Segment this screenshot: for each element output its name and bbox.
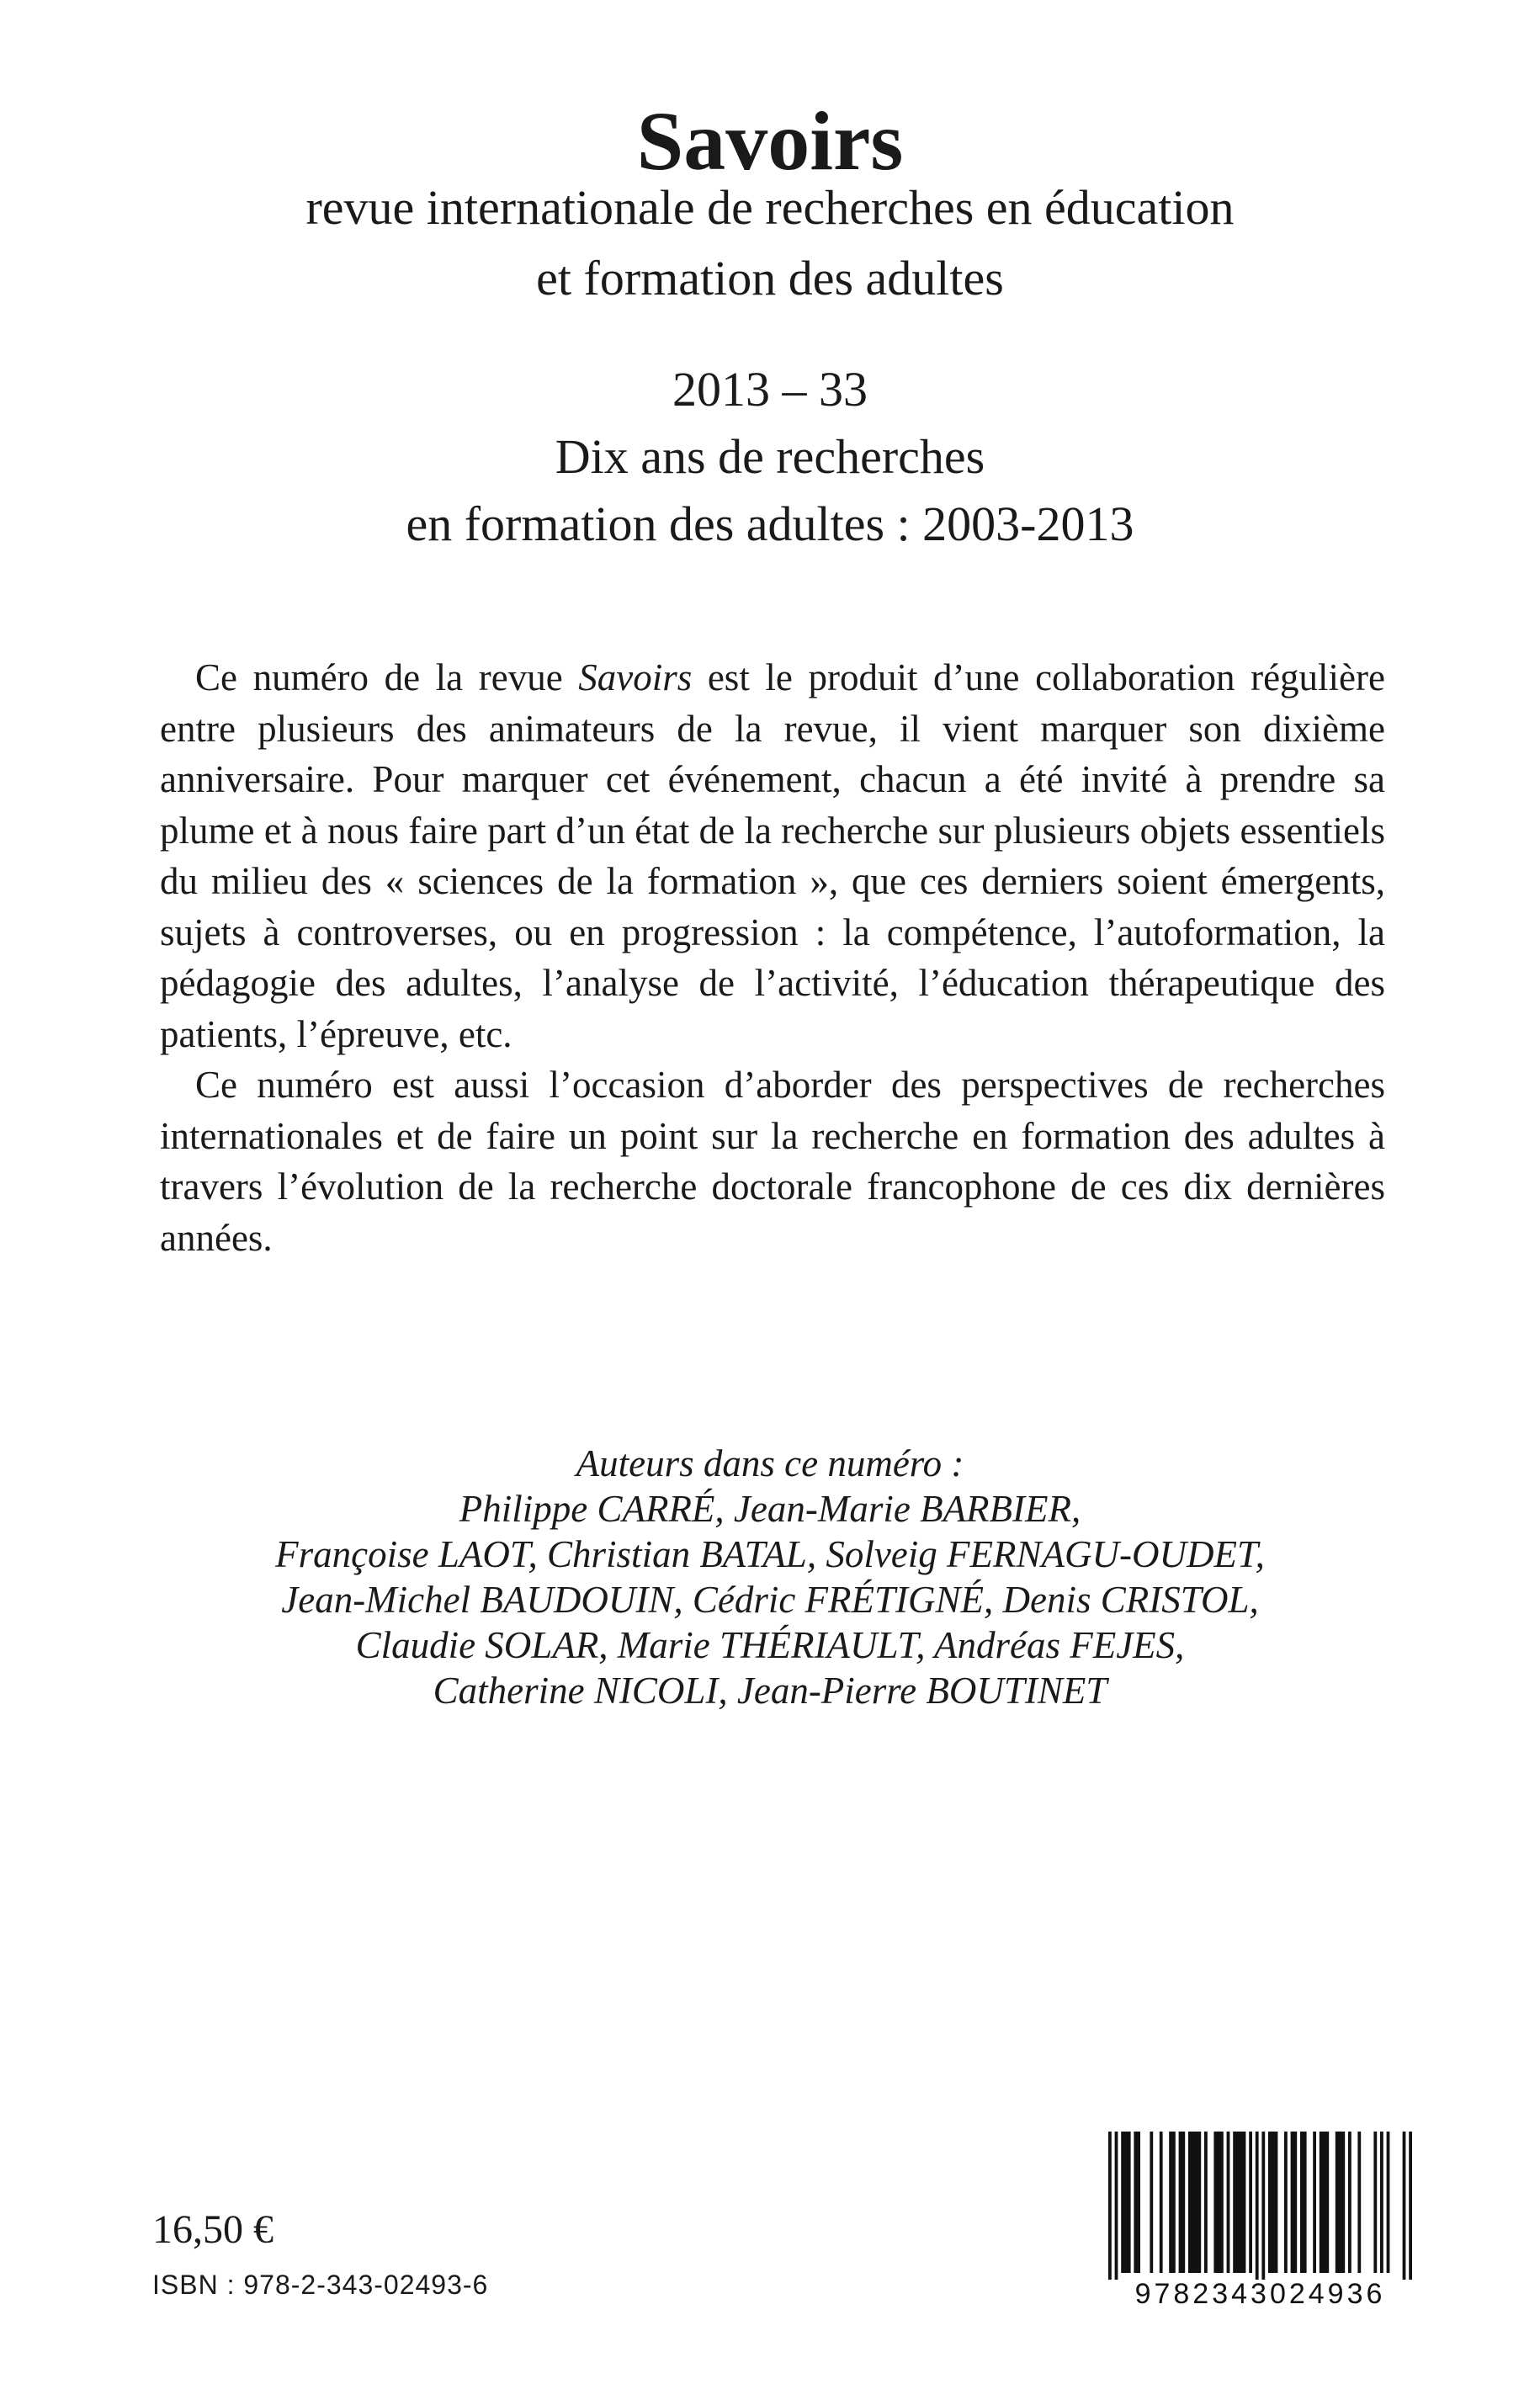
barcode-bar [1179,2132,1186,2273]
barcode-bar [1169,2132,1176,2273]
issue-title [0,423,1540,558]
barcode-bar [1357,2132,1361,2273]
subtitle-line-2: et formation des adultes [536,251,1004,305]
barcode-bar [1115,2132,1118,2280]
price: 16,50 € [152,2207,273,2252]
barcode-bar [1188,2132,1201,2273]
authors-line-5: Catherine NICOLI, Jean-Pierre BOUTINET [433,1670,1107,1712]
authors-line-4: Claudie SOLAR, Marie THÉRIAULT, Andréas FEJES, [355,1624,1185,1666]
barcode-bar [1204,2132,1208,2273]
barcode-bar [1249,2132,1252,2273]
barcode-bar [1268,2132,1277,2273]
barcode-bar [1348,2132,1351,2273]
barcode-bar [1320,2132,1329,2273]
journal-subtitle [0,173,1540,314]
description-p1-rest: est le produit d’une collaboration régulière entre plusieurs des animateurs de la revue, il vient marquer son dixième anniversaire. Pour marquer cet événement, chacun a été invité à prendre sa plume et à nous faire part d’un état de la recherche sur plusieurs objets essentiels du milieu des « sciences de la formation », que ces derniers soient émergents, sujets à controverses, ou en progression : la compétence, l’autoformation, la pédagogie des adultes, l’analyse de l’activité, l’éducation thérapeutique des patients, l’épreuve, etc. [160,656,1385,1055]
barcode-bars [1108,2132,1412,2280]
barcode-bar [1108,2132,1112,2280]
barcode-bar [1300,2132,1307,2273]
authors-block [0,1441,1540,1713]
authors-line-3: Jean-Michel BAUDOUIN, Cédric FRÉTIGNÉ, Denis CRISTOL, [281,1579,1259,1621]
barcode-bar [1313,2132,1316,2273]
description-paragraph-2: Ce numéro est aussi l’occasion d’aborder des perspectives de recherches internationales et de faire un point sur la recherche en formation des adultes à travers l’évolution de la recherche doctorale francophone de ces dix dernières années. [160,1064,1385,1259]
barcode-bar [1387,2132,1390,2273]
barcode-bar [1213,2132,1223,2273]
barcode-bar [1403,2132,1406,2280]
issue-title-line-1: Dix ans de recherches [555,429,985,484]
barcode-bar [1261,2132,1265,2280]
description-block [160,652,1385,1263]
subtitle-line-1: revue internationale de recherches en éducation [305,180,1235,235]
authors-line-1: Philippe CARRÉ, Jean-Marie BARBIER, [459,1488,1081,1530]
journal-name-italic: Savoirs [578,656,693,698]
barcode [1098,2125,1422,2318]
barcode-bar [1380,2132,1383,2273]
barcode-bar [1233,2132,1245,2273]
issue-number: 2013 – 33 [672,362,868,417]
description-paragraph-1 [160,652,1385,1059]
barcode-bar [1284,2132,1288,2273]
barcode-bar [1291,2132,1298,2273]
issue-title-line-2: en formation des adultes : 2003-2013 [406,496,1134,551]
barcode-bar [1150,2132,1153,2273]
barcode-number: 9782343024936 [1134,2278,1386,2310]
barcode-bar [1256,2132,1259,2280]
isbn: ISBN : 978-2-343-02493-6 [152,2270,489,2300]
barcode-bar [1227,2132,1230,2273]
authors-line-2: Françoise LAOT, Christian BATAL, Solveig FERNAGU-OUDET, [275,1533,1265,1575]
journal-title: Savoirs [636,94,904,188]
barcode-bar [1134,2132,1140,2273]
barcode-bar [1373,2132,1377,2273]
description-p1-start: Ce numéro de la revue [195,656,579,698]
barcode-bar [1121,2132,1130,2273]
authors-heading: Auteurs dans ce numéro : [576,1442,964,1484]
barcode-bar [1336,2132,1345,2273]
barcode-bar [1409,2132,1412,2280]
barcode-bar [1160,2132,1163,2273]
